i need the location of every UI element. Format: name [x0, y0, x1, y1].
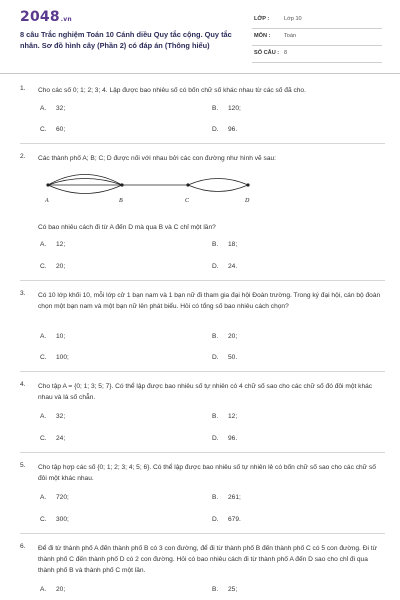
- header-divider: [0, 73, 400, 74]
- document-title: 8 câu Trắc nghiệm Toán 10 Cánh diều Quy tắc cộng. Quy tắc nhân. Sơ đồ hình cây (Phần 2) có đáp án (Thông hiểu): [20, 30, 232, 50]
- meta-value: 8: [284, 50, 288, 56]
- option-value: 32;: [56, 105, 66, 112]
- meta-key: MÔN :: [254, 33, 271, 39]
- option-b[interactable]: [212, 586, 237, 593]
- road-cd-2: [188, 185, 248, 192]
- question-number: 6.: [20, 543, 26, 550]
- option-label: A.: [40, 105, 47, 112]
- option-value: 300;: [56, 516, 69, 523]
- question-text: Cho các số 0; 1; 2; 3; 4. Lập được bao nhiêu số có bốn chữ số khác nhau từ các số đã cho.: [38, 87, 306, 94]
- option-c[interactable]: [40, 126, 65, 133]
- option-label: C.: [40, 263, 47, 270]
- option-d[interactable]: [212, 354, 237, 361]
- question-text: Các thành phố A; B; C; D được nối với nhau bởi các con đường như hình vẽ sau:: [38, 155, 277, 162]
- option-value: 20;: [228, 333, 238, 340]
- question-number: 4.: [20, 381, 26, 388]
- road-ab-4: [48, 185, 122, 194]
- option-label: C.: [40, 126, 47, 133]
- label-b: B: [119, 198, 123, 204]
- site-logo[interactable]: [20, 9, 72, 25]
- option-c[interactable]: [40, 435, 65, 442]
- option-label: A.: [40, 413, 47, 420]
- question-separator: [20, 280, 385, 281]
- option-c[interactable]: [40, 354, 69, 361]
- option-value: 679.: [228, 516, 241, 523]
- label-c: C: [185, 198, 190, 204]
- meta-table: [252, 12, 382, 63]
- meta-key: LỚP :: [254, 16, 270, 22]
- option-value: 96.: [228, 126, 238, 133]
- option-value: 120;: [228, 105, 241, 112]
- option-a[interactable]: [40, 413, 65, 420]
- option-label: D.: [212, 516, 219, 523]
- meta-row-class: [252, 12, 382, 29]
- roads-diagram: [40, 166, 320, 208]
- node-c: [186, 183, 189, 186]
- option-b[interactable]: [212, 333, 237, 340]
- meta-value: Toán: [284, 33, 297, 39]
- option-value: 12;: [56, 241, 66, 248]
- option-label: C.: [40, 435, 47, 442]
- option-c[interactable]: [40, 516, 69, 523]
- option-value: 60;: [56, 126, 66, 133]
- question-separator: [20, 452, 385, 453]
- option-b[interactable]: [212, 241, 237, 248]
- option-value: 24.: [228, 263, 238, 270]
- option-label: C.: [40, 354, 47, 361]
- option-value: 25;: [228, 586, 238, 593]
- option-value: 720;: [56, 494, 69, 501]
- option-a[interactable]: [40, 333, 65, 340]
- option-label: C.: [40, 516, 47, 523]
- option-d[interactable]: [212, 126, 237, 133]
- option-label: B.: [212, 413, 219, 420]
- question-text: Có 10 lớp khối 10, mỗi lớp cử 1 bạn nam và 1 bạn nữ đi tham gia đại hội Đoàn trường. Trong ký đại hội, cán bộ đoàn chọn một bạn nam và một bạn nữ lên phát biểu. Hỏi có tổng số bao nhiêu cách chọn?: [38, 292, 381, 310]
- question-number: 3.: [20, 290, 26, 297]
- question-separator: [20, 143, 385, 144]
- option-d[interactable]: [212, 263, 237, 270]
- logo-suffix: .vn: [60, 16, 72, 23]
- option-a[interactable]: [40, 105, 65, 112]
- option-label: A.: [40, 241, 47, 248]
- question-separator: [20, 533, 385, 534]
- option-label: B.: [212, 241, 219, 248]
- question-text: Cho tập hợp các số {0; 1; 2; 3; 4; 5; 6}. Có thể lập được bao nhiêu số tự nhiên lẻ có bốn chữ số sao cho các chữ số đôi một khác nhau.: [38, 464, 376, 482]
- option-label: D.: [212, 435, 219, 442]
- question-text: Để đi từ thành phố A đến thành phố B có 3 con đường, để đi từ thành phố B đến thành phố C có 5 con đường. Đi từ thành phố C đến thành phố D có 2 con đường. Hỏi có bao nhiêu cách đi từ thành phố A đến D sao cho chỉ đi qua thành phố B và thành phố C một lần.: [38, 545, 378, 574]
- option-label: A.: [40, 333, 47, 340]
- option-label: B.: [212, 494, 219, 501]
- meta-row-count: [252, 46, 382, 63]
- option-value: 32;: [56, 413, 66, 420]
- page-header: [0, 0, 400, 68]
- meta-value: Lớp 10: [284, 16, 302, 22]
- label-d: D: [245, 198, 250, 204]
- option-c[interactable]: [40, 263, 65, 270]
- option-value: 10;: [56, 333, 66, 340]
- node-b: [120, 183, 123, 186]
- option-value: 20;: [56, 586, 66, 593]
- option-d[interactable]: [212, 435, 237, 442]
- option-a[interactable]: [40, 241, 65, 248]
- option-value: 100;: [56, 354, 69, 361]
- label-a: A: [45, 198, 49, 204]
- option-value: 24;: [56, 435, 66, 442]
- logo-text: 2048: [20, 9, 60, 25]
- meta-row-subject: [252, 29, 382, 46]
- option-label: B.: [212, 105, 219, 112]
- option-value: 50.: [228, 354, 238, 361]
- question-text-continued: Có bao nhiêu cách đi từ A đến D mà qua B và C chỉ một lần?: [38, 224, 216, 231]
- option-b[interactable]: [212, 413, 237, 420]
- option-a[interactable]: [40, 586, 65, 593]
- option-a[interactable]: [40, 494, 69, 501]
- option-value: 18;: [228, 241, 238, 248]
- option-label: B.: [212, 586, 219, 593]
- road-cd-1: [188, 179, 248, 186]
- question-number: 1.: [20, 85, 26, 92]
- road-ab-1: [48, 175, 122, 186]
- option-label: D.: [212, 263, 219, 270]
- option-label: D.: [212, 354, 219, 361]
- node-a: [46, 183, 49, 186]
- option-value: 96.: [228, 435, 238, 442]
- option-b[interactable]: [212, 105, 241, 112]
- question-number: 2.: [20, 153, 26, 160]
- node-d: [246, 183, 249, 186]
- option-label: B.: [212, 333, 219, 340]
- option-d[interactable]: [212, 516, 241, 523]
- question-separator: [20, 371, 385, 372]
- option-value: 12;: [228, 413, 238, 420]
- question-number: 5.: [20, 462, 26, 469]
- meta-key: SỐ CÂU :: [254, 50, 280, 56]
- question-text: Cho tập A = {0; 1; 3; 5; 7}. Có thể lập được bao nhiêu số tự nhiên có 4 chữ số sao cho các chữ số đó đôi một khác nhau và là số chẵn.: [38, 383, 373, 401]
- option-b[interactable]: [212, 494, 241, 501]
- option-value: 261;: [228, 494, 241, 501]
- option-label: D.: [212, 126, 219, 133]
- option-value: 20;: [56, 263, 66, 270]
- option-label: A.: [40, 494, 47, 501]
- option-label: A.: [40, 586, 47, 593]
